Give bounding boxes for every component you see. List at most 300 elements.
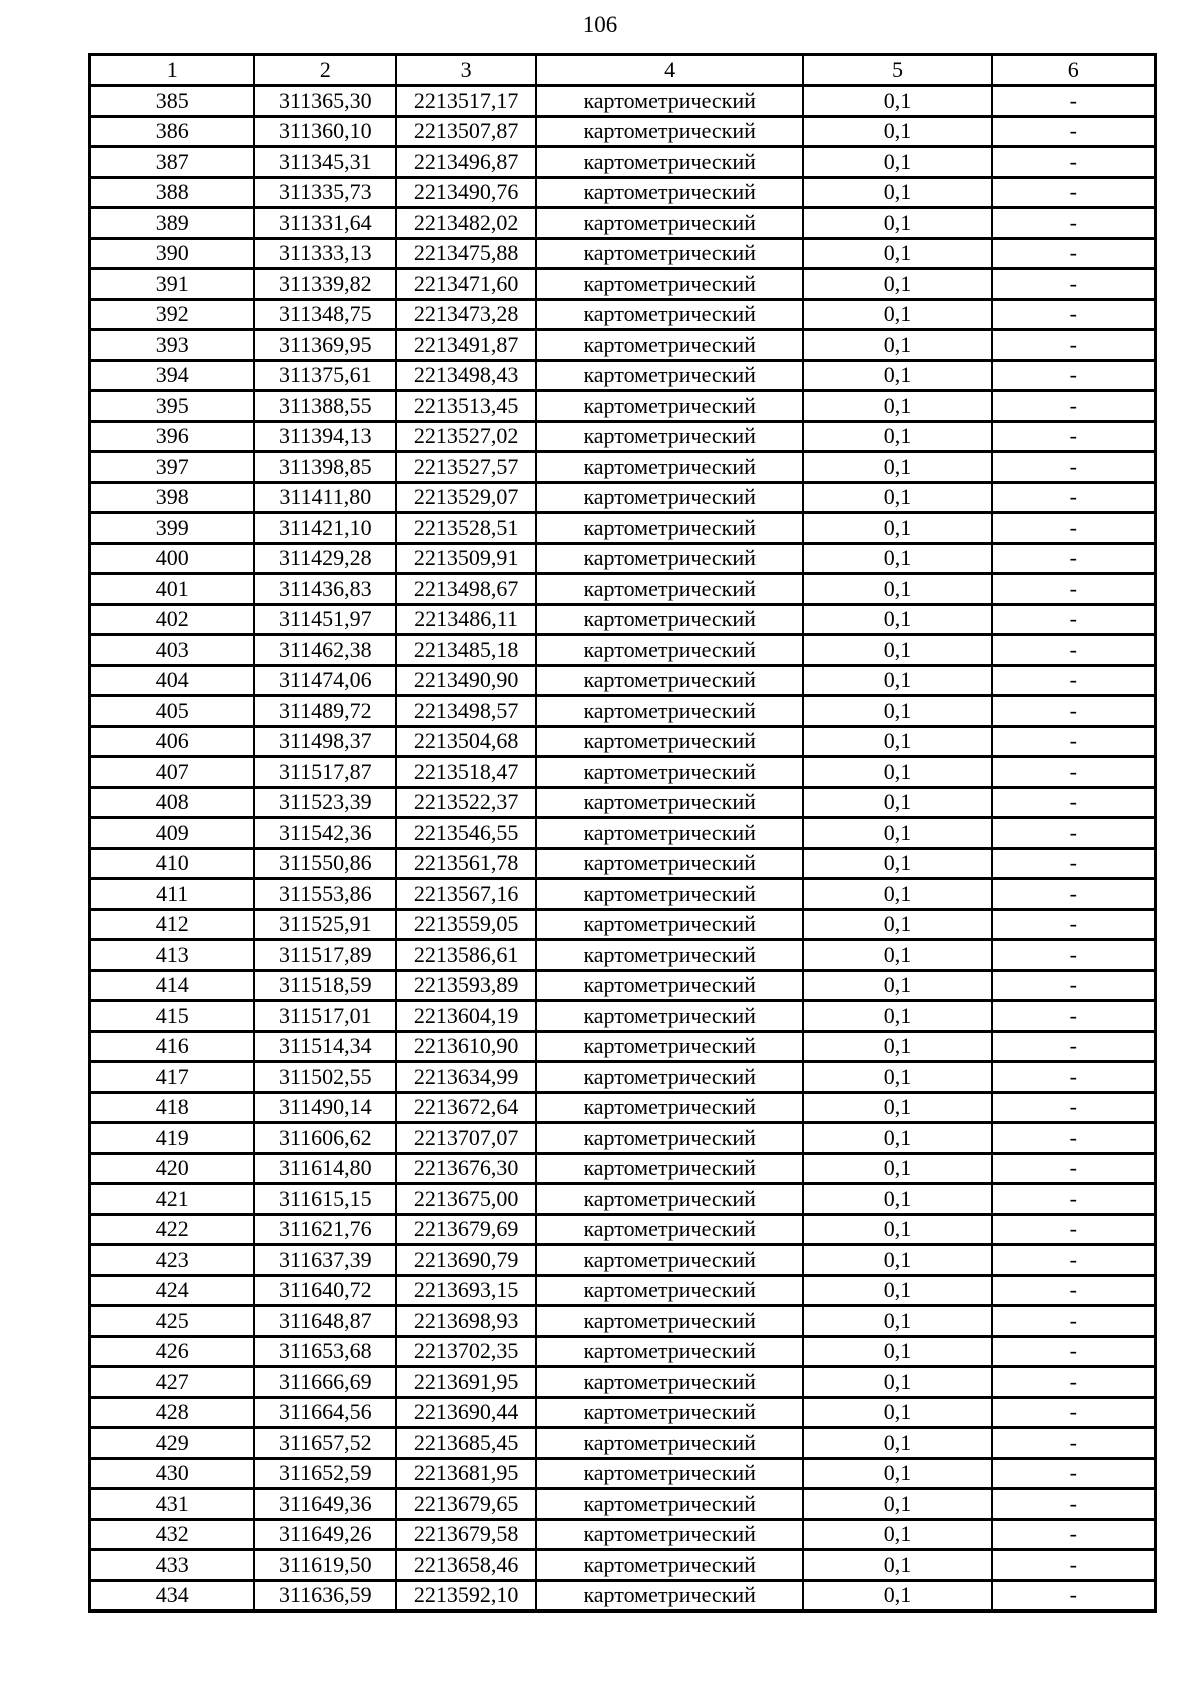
- table-row: [90, 665, 1156, 696]
- table-cell: 2213509,91: [396, 543, 536, 574]
- table-cell: 2213681,95: [396, 1458, 536, 1489]
- table-cell: 391: [90, 269, 255, 300]
- table-cell: -: [992, 269, 1156, 300]
- table-cell: 311649,36: [254, 1489, 396, 1520]
- table-cell: картометрический: [536, 1214, 803, 1245]
- table-cell: -: [992, 1367, 1156, 1398]
- table-row: [90, 238, 1156, 269]
- table-row: [90, 635, 1156, 666]
- table-cell: 2213498,57: [396, 696, 536, 727]
- table-cell: -: [992, 116, 1156, 147]
- table-cell: -: [992, 1275, 1156, 1306]
- table-cell: картометрический: [536, 1489, 803, 1520]
- table-cell: картометрический: [536, 1580, 803, 1611]
- table-cell: картометрический: [536, 604, 803, 635]
- table-cell: 2213471,60: [396, 269, 536, 300]
- table-cell: 385: [90, 86, 255, 117]
- table-cell: 0,1: [803, 1245, 991, 1276]
- table-cell: 398: [90, 482, 255, 513]
- table-cell: 2213498,67: [396, 574, 536, 605]
- table-cell: 311523,39: [254, 787, 396, 818]
- table-cell: -: [992, 1336, 1156, 1367]
- table-cell: картометрический: [536, 1092, 803, 1123]
- table-row: [90, 1489, 1156, 1520]
- table-cell: -: [992, 848, 1156, 879]
- table-cell: -: [992, 757, 1156, 788]
- table-cell: 311550,86: [254, 848, 396, 879]
- table-cell: 427: [90, 1367, 255, 1398]
- table-row: [90, 1031, 1156, 1062]
- table-cell: картометрический: [536, 421, 803, 452]
- table-cell: 0,1: [803, 330, 991, 361]
- table-cell: 426: [90, 1336, 255, 1367]
- table-cell: картометрический: [536, 208, 803, 239]
- table-cell: 2213593,89: [396, 970, 536, 1001]
- table-row: [90, 1123, 1156, 1154]
- table-cell: 0,1: [803, 909, 991, 940]
- table-cell: -: [992, 391, 1156, 422]
- table-cell: 2213586,61: [396, 940, 536, 971]
- table-cell: картометрический: [536, 330, 803, 361]
- table-cell: 2213507,87: [396, 116, 536, 147]
- table-cell: картометрический: [536, 177, 803, 208]
- coordinates-table: [88, 53, 1157, 1613]
- table-cell: 431: [90, 1489, 255, 1520]
- table-cell: картометрический: [536, 1306, 803, 1337]
- table-cell: 0,1: [803, 238, 991, 269]
- table-row: [90, 452, 1156, 483]
- table-cell: картометрический: [536, 1123, 803, 1154]
- table-cell: 402: [90, 604, 255, 635]
- table-cell: 420: [90, 1153, 255, 1184]
- table-cell: 311388,55: [254, 391, 396, 422]
- table-cell: 0,1: [803, 940, 991, 971]
- table-cell: картометрический: [536, 1031, 803, 1062]
- table-cell: 0,1: [803, 726, 991, 757]
- table-row: [90, 269, 1156, 300]
- table-row: [90, 1092, 1156, 1123]
- table-cell: картометрический: [536, 665, 803, 696]
- table-row: [90, 848, 1156, 879]
- table-cell: -: [992, 1153, 1156, 1184]
- table-cell: 0,1: [803, 1489, 991, 1520]
- table-cell: 2213527,02: [396, 421, 536, 452]
- table-cell: 0,1: [803, 360, 991, 391]
- table-cell: 393: [90, 330, 255, 361]
- table-cell: 425: [90, 1306, 255, 1337]
- table-cell: 2213658,46: [396, 1550, 536, 1581]
- table-cell: 2213698,93: [396, 1306, 536, 1337]
- table-cell: 433: [90, 1550, 255, 1581]
- table-cell: -: [992, 513, 1156, 544]
- table-cell: 0,1: [803, 543, 991, 574]
- table-row: [90, 1580, 1156, 1611]
- table-cell: 407: [90, 757, 255, 788]
- table-cell: 415: [90, 1001, 255, 1032]
- table-row: [90, 1428, 1156, 1459]
- table-cell: картометрический: [536, 696, 803, 727]
- table-row: [90, 482, 1156, 513]
- table-cell: 2213527,57: [396, 452, 536, 483]
- table-cell: 0,1: [803, 1367, 991, 1398]
- table-row: [90, 970, 1156, 1001]
- table-cell: 408: [90, 787, 255, 818]
- table-cell: 311525,91: [254, 909, 396, 940]
- table-cell: 412: [90, 909, 255, 940]
- table-cell: 399: [90, 513, 255, 544]
- table-cell: -: [992, 208, 1156, 239]
- column-header: 4: [536, 55, 803, 86]
- table-cell: -: [992, 1214, 1156, 1245]
- table-cell: 419: [90, 1123, 255, 1154]
- table-cell: 2213691,95: [396, 1367, 536, 1398]
- table-cell: картометрический: [536, 299, 803, 330]
- table-cell: 311411,80: [254, 482, 396, 513]
- table-cell: -: [992, 177, 1156, 208]
- table-cell: 311333,13: [254, 238, 396, 269]
- table-cell: 422: [90, 1214, 255, 1245]
- table-cell: 387: [90, 147, 255, 178]
- table-row: [90, 391, 1156, 422]
- table-cell: 311339,82: [254, 269, 396, 300]
- table-cell: 0,1: [803, 848, 991, 879]
- table-cell: 2213491,87: [396, 330, 536, 361]
- table-cell: 390: [90, 238, 255, 269]
- table-cell: 311621,76: [254, 1214, 396, 1245]
- table-cell: картометрический: [536, 391, 803, 422]
- table-cell: 311553,86: [254, 879, 396, 910]
- table-cell: 2213693,15: [396, 1275, 536, 1306]
- table-cell: 2213676,30: [396, 1153, 536, 1184]
- table-cell: 2213475,88: [396, 238, 536, 269]
- table-cell: 0,1: [803, 1275, 991, 1306]
- table-row: [90, 1367, 1156, 1398]
- table-cell: 0,1: [803, 1519, 991, 1550]
- table-row: [90, 1153, 1156, 1184]
- table-cell: 311542,36: [254, 818, 396, 849]
- table-cell: 423: [90, 1245, 255, 1276]
- table-cell: -: [992, 940, 1156, 971]
- table-cell: -: [992, 1580, 1156, 1611]
- table-row: [90, 360, 1156, 391]
- table-cell: 311498,37: [254, 726, 396, 757]
- table-cell: 2213679,65: [396, 1489, 536, 1520]
- table-cell: картометрический: [536, 360, 803, 391]
- table-cell: 401: [90, 574, 255, 605]
- table-cell: 0,1: [803, 269, 991, 300]
- table-cell: картометрический: [536, 970, 803, 1001]
- table-cell: картометрический: [536, 543, 803, 574]
- table-cell: 311489,72: [254, 696, 396, 727]
- table-cell: 2213604,19: [396, 1001, 536, 1032]
- table-cell: 2213504,68: [396, 726, 536, 757]
- table-cell: 2213675,00: [396, 1184, 536, 1215]
- table-cell: картометрический: [536, 1245, 803, 1276]
- table-row: [90, 1184, 1156, 1215]
- table-cell: картометрический: [536, 116, 803, 147]
- table-cell: 311517,87: [254, 757, 396, 788]
- table-cell: -: [992, 1184, 1156, 1215]
- table-cell: 0,1: [803, 116, 991, 147]
- table-cell: 0,1: [803, 1336, 991, 1367]
- table-cell: картометрический: [536, 1184, 803, 1215]
- table-cell: -: [992, 1397, 1156, 1428]
- table-cell: 311614,80: [254, 1153, 396, 1184]
- table-cell: -: [992, 330, 1156, 361]
- table-row: [90, 543, 1156, 574]
- table-cell: 0,1: [803, 452, 991, 483]
- table-cell: 311517,01: [254, 1001, 396, 1032]
- table-cell: картометрический: [536, 1550, 803, 1581]
- table-cell: 0,1: [803, 513, 991, 544]
- table-cell: 411: [90, 879, 255, 910]
- table-row: [90, 940, 1156, 971]
- table-row: [90, 696, 1156, 727]
- table-cell: 416: [90, 1031, 255, 1062]
- table-cell: 2213634,99: [396, 1062, 536, 1093]
- table-cell: 410: [90, 848, 255, 879]
- table-row: [90, 1001, 1156, 1032]
- table-cell: 396: [90, 421, 255, 452]
- table-cell: -: [992, 86, 1156, 117]
- table-cell: 2213490,90: [396, 665, 536, 696]
- table-cell: 311348,75: [254, 299, 396, 330]
- table-cell: 311365,30: [254, 86, 396, 117]
- table-cell: картометрический: [536, 86, 803, 117]
- table-cell: -: [992, 1245, 1156, 1276]
- table-cell: 311421,10: [254, 513, 396, 544]
- table-cell: 2213610,90: [396, 1031, 536, 1062]
- table-row: [90, 787, 1156, 818]
- table-cell: 2213672,64: [396, 1092, 536, 1123]
- table-cell: 311514,34: [254, 1031, 396, 1062]
- table-cell: 2213685,45: [396, 1428, 536, 1459]
- table-cell: 0,1: [803, 757, 991, 788]
- table-cell: 414: [90, 970, 255, 1001]
- table-cell: картометрический: [536, 787, 803, 818]
- table-cell: картометрический: [536, 909, 803, 940]
- table-cell: -: [992, 1001, 1156, 1032]
- table-cell: 0,1: [803, 1550, 991, 1581]
- table-cell: -: [992, 818, 1156, 849]
- table-cell: 413: [90, 940, 255, 971]
- table-cell: 2213522,37: [396, 787, 536, 818]
- table-cell: 0,1: [803, 1397, 991, 1428]
- table-cell: картометрический: [536, 1458, 803, 1489]
- column-header: 6: [992, 55, 1156, 86]
- table-row: [90, 299, 1156, 330]
- table-row: [90, 421, 1156, 452]
- table-cell: -: [992, 787, 1156, 818]
- table-row: [90, 909, 1156, 940]
- table-cell: 2213482,02: [396, 208, 536, 239]
- table-cell: картометрический: [536, 635, 803, 666]
- table-cell: 311394,13: [254, 421, 396, 452]
- table-cell: -: [992, 604, 1156, 635]
- column-header: 3: [396, 55, 536, 86]
- table-cell: 0,1: [803, 1306, 991, 1337]
- table-cell: 311462,38: [254, 635, 396, 666]
- table-cell: 389: [90, 208, 255, 239]
- table-cell: -: [992, 665, 1156, 696]
- table-cell: 397: [90, 452, 255, 483]
- table-cell: 421: [90, 1184, 255, 1215]
- table-cell: 0,1: [803, 1062, 991, 1093]
- table-cell: 2213517,17: [396, 86, 536, 117]
- table-cell: -: [992, 1428, 1156, 1459]
- table-cell: картометрический: [536, 1001, 803, 1032]
- table-cell: 311636,59: [254, 1580, 396, 1611]
- table-cell: картометрический: [536, 513, 803, 544]
- table-cell: картометрический: [536, 1519, 803, 1550]
- table-row: [90, 1458, 1156, 1489]
- table-cell: картометрический: [536, 726, 803, 757]
- table-cell: -: [992, 299, 1156, 330]
- table-cell: 400: [90, 543, 255, 574]
- table-cell: -: [992, 696, 1156, 727]
- table-row: [90, 818, 1156, 849]
- table-cell: картометрический: [536, 452, 803, 483]
- table-cell: -: [992, 909, 1156, 940]
- table-cell: 311606,62: [254, 1123, 396, 1154]
- table-cell: -: [992, 1062, 1156, 1093]
- table-cell: -: [992, 1489, 1156, 1520]
- table-cell: 0,1: [803, 421, 991, 452]
- table-cell: 311615,15: [254, 1184, 396, 1215]
- table-row: [90, 1397, 1156, 1428]
- table-cell: -: [992, 1306, 1156, 1337]
- table-cell: 0,1: [803, 1184, 991, 1215]
- table-cell: 395: [90, 391, 255, 422]
- table-cell: 0,1: [803, 665, 991, 696]
- table-cell: 311436,83: [254, 574, 396, 605]
- table-cell: 0,1: [803, 147, 991, 178]
- table-cell: картометрический: [536, 1275, 803, 1306]
- table-cell: -: [992, 635, 1156, 666]
- table-cell: 311331,64: [254, 208, 396, 239]
- table-cell: картометрический: [536, 879, 803, 910]
- table-cell: картометрический: [536, 1428, 803, 1459]
- table-cell: 311360,10: [254, 116, 396, 147]
- table-cell: 2213498,43: [396, 360, 536, 391]
- table-cell: картометрический: [536, 1367, 803, 1398]
- table-cell: 311369,95: [254, 330, 396, 361]
- table-cell: 0,1: [803, 208, 991, 239]
- table-cell: 2213679,69: [396, 1214, 536, 1245]
- table-row: [90, 330, 1156, 361]
- table-row: [90, 879, 1156, 910]
- table-cell: 311429,28: [254, 543, 396, 574]
- table-cell: 2213679,58: [396, 1519, 536, 1550]
- table-cell: 2213518,47: [396, 757, 536, 788]
- table-cell: -: [992, 238, 1156, 269]
- table-cell: 0,1: [803, 1214, 991, 1245]
- table-cell: 0,1: [803, 1153, 991, 1184]
- table-cell: -: [992, 147, 1156, 178]
- table-cell: 434: [90, 1580, 255, 1611]
- table-cell: 428: [90, 1397, 255, 1428]
- table-cell: 386: [90, 116, 255, 147]
- table-cell: картометрический: [536, 482, 803, 513]
- table-cell: 311648,87: [254, 1306, 396, 1337]
- table-cell: картометрический: [536, 147, 803, 178]
- table-cell: 311653,68: [254, 1336, 396, 1367]
- table-cell: 0,1: [803, 391, 991, 422]
- table-cell: -: [992, 543, 1156, 574]
- table-cell: картометрический: [536, 1153, 803, 1184]
- table-cell: 394: [90, 360, 255, 391]
- table-cell: 0,1: [803, 1092, 991, 1123]
- table-row: [90, 86, 1156, 117]
- table-cell: 424: [90, 1275, 255, 1306]
- table-row: [90, 1214, 1156, 1245]
- table-cell: картометрический: [536, 757, 803, 788]
- table-cell: картометрический: [536, 1336, 803, 1367]
- table-cell: 2213546,55: [396, 818, 536, 849]
- table-cell: 0,1: [803, 1123, 991, 1154]
- table-cell: -: [992, 1550, 1156, 1581]
- table-row: [90, 116, 1156, 147]
- column-header: 2: [254, 55, 396, 86]
- table-cell: 2213486,11: [396, 604, 536, 635]
- table-cell: 388: [90, 177, 255, 208]
- table-cell: 311335,73: [254, 177, 396, 208]
- table-cell: 0,1: [803, 177, 991, 208]
- table-row: [90, 208, 1156, 239]
- table-row: [90, 1519, 1156, 1550]
- table-cell: 409: [90, 818, 255, 849]
- table-cell: картометрический: [536, 848, 803, 879]
- table-cell: 430: [90, 1458, 255, 1489]
- table-cell: -: [992, 1031, 1156, 1062]
- table-cell: 311640,72: [254, 1275, 396, 1306]
- table-cell: 0,1: [803, 86, 991, 117]
- table-cell: 311345,31: [254, 147, 396, 178]
- table-cell: 2213592,10: [396, 1580, 536, 1611]
- table-cell: 2213690,79: [396, 1245, 536, 1276]
- table-cell: 2213690,44: [396, 1397, 536, 1428]
- table-cell: 429: [90, 1428, 255, 1459]
- table-cell: картометрический: [536, 238, 803, 269]
- table-cell: картометрический: [536, 1397, 803, 1428]
- table-cell: 2213702,35: [396, 1336, 536, 1367]
- table-cell: 311517,89: [254, 940, 396, 971]
- table-cell: 0,1: [803, 1428, 991, 1459]
- table-cell: 311398,85: [254, 452, 396, 483]
- table-cell: 0,1: [803, 299, 991, 330]
- table-row: [90, 1306, 1156, 1337]
- table-row: [90, 604, 1156, 635]
- table-cell: картометрический: [536, 818, 803, 849]
- table-row: [90, 147, 1156, 178]
- table-cell: 311664,56: [254, 1397, 396, 1428]
- table-cell: 417: [90, 1062, 255, 1093]
- table-cell: 2213485,18: [396, 635, 536, 666]
- table-cell: 0,1: [803, 574, 991, 605]
- table-cell: 0,1: [803, 696, 991, 727]
- table-cell: картометрический: [536, 269, 803, 300]
- table-cell: 0,1: [803, 604, 991, 635]
- table-cell: -: [992, 360, 1156, 391]
- table-row: [90, 757, 1156, 788]
- table-row: [90, 1245, 1156, 1276]
- table-cell: 418: [90, 1092, 255, 1123]
- table-cell: 311652,59: [254, 1458, 396, 1489]
- table-cell: 311649,26: [254, 1519, 396, 1550]
- table-cell: картометрический: [536, 1062, 803, 1093]
- table-cell: -: [992, 1092, 1156, 1123]
- table-row: [90, 574, 1156, 605]
